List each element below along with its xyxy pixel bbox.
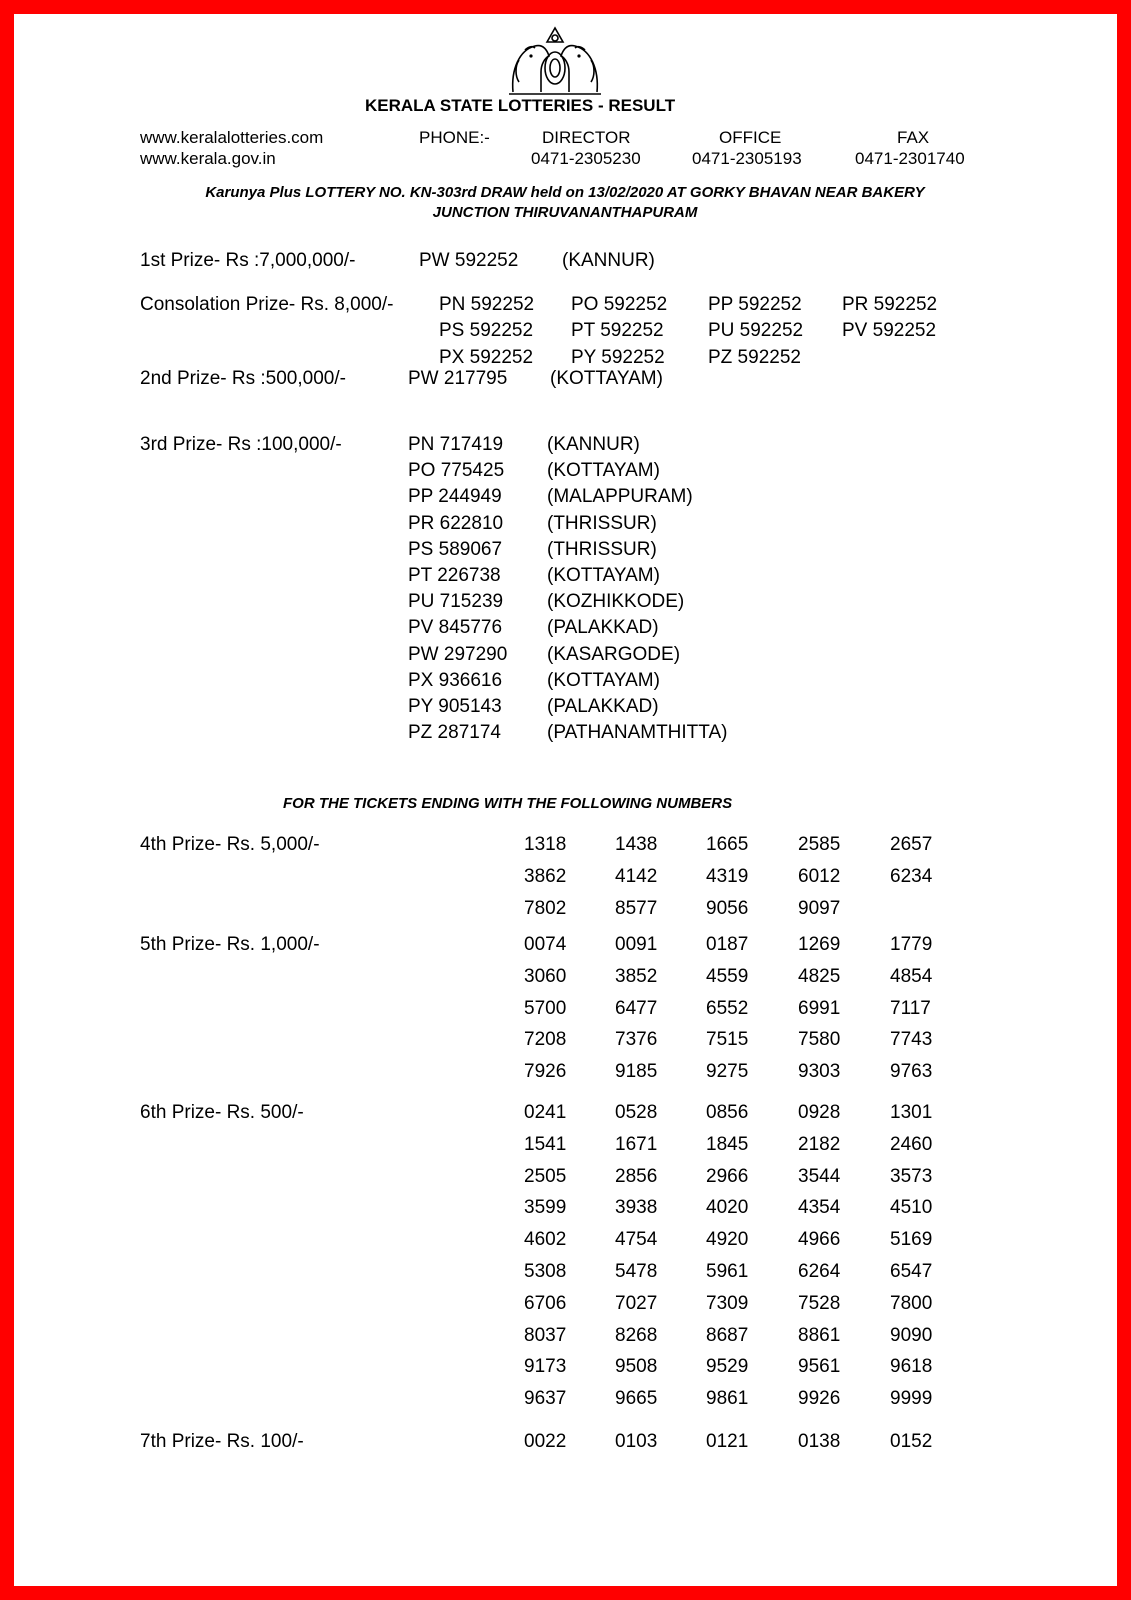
sixth-prize-number: 9665 xyxy=(615,1388,658,1410)
consolation-ticket: PZ 592252 xyxy=(708,347,801,368)
fourth-prize-number: 9097 xyxy=(798,897,841,919)
fourth-prize-number: 9056 xyxy=(706,897,749,919)
consolation-prize-label: Consolation Prize- Rs. 8,000/- xyxy=(140,294,394,315)
consolation-ticket: PR 592252 xyxy=(842,294,938,315)
third-prize-ticket: PN 717419 xyxy=(408,434,504,455)
third-prize-place: (PALAKKAD) xyxy=(547,617,659,639)
fourth-prize-number: 7802 xyxy=(524,897,567,919)
fifth-prize-number: 7743 xyxy=(890,1029,933,1051)
third-prize-place: (PALAKKAD) xyxy=(547,696,659,717)
office-label: OFFICE xyxy=(719,128,782,147)
sixth-prize-number: 9090 xyxy=(890,1324,933,1346)
sixth-prize-number: 0528 xyxy=(615,1102,658,1123)
ending-numbers-heading: FOR THE TICKETS ENDING WITH THE FOLLOWING NUMBERS xyxy=(283,795,733,812)
third-prize-place: (KOTTAYAM) xyxy=(547,669,660,691)
third-prize-ticket: PX 936616 xyxy=(408,669,503,691)
sixth-prize-number: 6547 xyxy=(890,1261,933,1282)
sixth-prize-number: 7309 xyxy=(706,1292,749,1314)
sixth-prize-number: 1845 xyxy=(706,1133,749,1155)
fifth-prize-number: 6991 xyxy=(798,997,841,1019)
consolation-ticket: PO 592252 xyxy=(571,294,668,315)
fourth-prize-number: 1665 xyxy=(706,834,749,855)
fifth-prize-number: 0187 xyxy=(706,934,749,955)
consolation-ticket: PN 592252 xyxy=(439,294,535,315)
fourth-prize-number: 4319 xyxy=(706,865,749,887)
sixth-prize-number: 5169 xyxy=(890,1229,933,1251)
fifth-prize-number: 0074 xyxy=(524,934,567,955)
sixth-prize-number: 9999 xyxy=(890,1388,933,1410)
third-prize-ticket: PR 622810 xyxy=(408,512,504,534)
third-prize-place: (THRISSUR) xyxy=(547,538,657,560)
seventh-prize-number: 0103 xyxy=(615,1431,658,1452)
fifth-prize-number: 9185 xyxy=(615,1061,658,1083)
seventh-prize-number: 0152 xyxy=(890,1431,933,1452)
sixth-prize-number: 9529 xyxy=(706,1356,749,1378)
sixth-prize-number: 9618 xyxy=(890,1356,933,1378)
sixth-prize-number: 1301 xyxy=(890,1102,933,1123)
website-link-kerala-gov[interactable]: www.kerala.gov.in xyxy=(140,149,276,168)
fifth-prize-number: 0091 xyxy=(615,934,658,955)
fifth-prize-number: 7580 xyxy=(798,1029,841,1051)
sixth-prize-number: 2856 xyxy=(615,1165,658,1187)
fifth-prize-number: 7515 xyxy=(706,1029,749,1051)
third-prize-place: (THRISSUR) xyxy=(547,512,657,534)
sixth-prize-number: 3544 xyxy=(798,1165,841,1187)
draw-info-line-1: Karunya Plus LOTTERY NO. KN-303rd DRAW held on 13/02/2020 AT GORKY BHAVAN NEAR BAKERY xyxy=(205,184,925,201)
third-prize-ticket: PT 226738 xyxy=(408,565,501,586)
third-prize-ticket: PU 715239 xyxy=(408,591,504,613)
sixth-prize-number: 7528 xyxy=(798,1292,841,1314)
fifth-prize-number: 3060 xyxy=(524,965,567,987)
sixth-prize-number: 2182 xyxy=(798,1133,841,1155)
consolation-ticket: PX 592252 xyxy=(439,347,534,368)
consolation-ticket: PT 592252 xyxy=(571,320,664,341)
sixth-prize-number: 2460 xyxy=(890,1133,933,1155)
fifth-prize-number: 7926 xyxy=(524,1061,567,1083)
page-title: KERALA STATE LOTTERIES - RESULT xyxy=(365,96,676,115)
office-phone: 0471-2305193 xyxy=(692,149,802,168)
fifth-prize-label: 5th Prize- Rs. 1,000/- xyxy=(140,934,320,955)
fifth-prize-number: 5700 xyxy=(524,997,567,1019)
sixth-prize-number: 4020 xyxy=(706,1197,749,1219)
sixth-prize-number: 0856 xyxy=(706,1102,749,1123)
first-prize-label: 1st Prize- Rs :7,000,000/- xyxy=(140,250,356,271)
fourth-prize-number: 6234 xyxy=(890,865,933,887)
third-prize-place: (KANNUR) xyxy=(547,434,640,455)
draw-info-line-2: JUNCTION THIRUVANANTHAPURAM xyxy=(432,204,698,221)
second-prize-place: (KOTTAYAM) xyxy=(550,368,663,389)
director-label: DIRECTOR xyxy=(542,128,631,147)
seventh-prize-label: 7th Prize- Rs. 100/- xyxy=(140,1431,304,1452)
second-prize-label: 2nd Prize- Rs :500,000/- xyxy=(140,368,346,389)
phone-label: PHONE:- xyxy=(419,128,490,147)
third-prize-ticket: PS 589067 xyxy=(408,538,503,560)
first-prize-place: (KANNUR) xyxy=(562,250,655,271)
kerala-emblem-icon xyxy=(505,20,605,100)
sixth-prize-number: 9561 xyxy=(798,1356,841,1378)
fifth-prize-number: 1269 xyxy=(798,934,841,955)
sixth-prize-number: 4754 xyxy=(615,1229,658,1251)
first-prize-ticket: PW 592252 xyxy=(419,250,519,271)
sixth-prize-number: 9173 xyxy=(524,1356,567,1378)
fifth-prize-number: 7117 xyxy=(890,997,931,1019)
sixth-prize-number: 8861 xyxy=(798,1324,841,1346)
consolation-ticket: PV 592252 xyxy=(842,320,937,341)
fifth-prize-number: 4854 xyxy=(890,965,933,987)
sixth-prize-label: 6th Prize- Rs. 500/- xyxy=(140,1102,304,1123)
seventh-prize-number: 0022 xyxy=(524,1431,567,1452)
fourth-prize-label: 4th Prize- Rs. 5,000/- xyxy=(140,834,320,855)
third-prize-ticket: PZ 287174 xyxy=(408,722,501,744)
fifth-prize-number: 4825 xyxy=(798,965,841,987)
fifth-prize-number: 9763 xyxy=(890,1061,933,1083)
fourth-prize-number: 1438 xyxy=(615,834,658,855)
third-prize-place: (MALAPPURAM) xyxy=(547,486,693,508)
fax-phone: 0471-2301740 xyxy=(855,149,965,168)
sixth-prize-number: 9926 xyxy=(798,1388,841,1410)
sixth-prize-number: 8687 xyxy=(706,1324,749,1346)
sixth-prize-number: 4510 xyxy=(890,1197,933,1219)
fourth-prize-number: 4142 xyxy=(615,865,658,887)
third-prize-ticket: PO 775425 xyxy=(408,460,505,482)
third-prize-place: (KOZHIKKODE) xyxy=(547,591,685,613)
sixth-prize-number: 4354 xyxy=(798,1197,841,1219)
sixth-prize-number: 9861 xyxy=(706,1388,749,1410)
sixth-prize-number: 2966 xyxy=(706,1165,749,1187)
sixth-prize-number: 3938 xyxy=(615,1197,658,1219)
fifth-prize-number: 7376 xyxy=(615,1029,658,1051)
third-prize-place: (KASARGODE) xyxy=(547,643,681,665)
director-phone: 0471-2305230 xyxy=(531,149,641,168)
third-prize-ticket: PW 297290 xyxy=(408,643,508,665)
sixth-prize-number: 5308 xyxy=(524,1261,567,1282)
third-prize-ticket: PV 845776 xyxy=(408,617,503,639)
sixth-prize-number: 1671 xyxy=(615,1133,658,1155)
fifth-prize-number: 6477 xyxy=(615,997,658,1019)
third-prize-ticket: PP 244949 xyxy=(408,486,502,508)
sixth-prize-number: 9637 xyxy=(524,1388,567,1410)
fourth-prize-number: 1318 xyxy=(524,834,567,855)
sixth-prize-number: 8268 xyxy=(615,1324,658,1346)
third-prize-ticket: PY 905143 xyxy=(408,696,502,717)
sixth-prize-number: 7027 xyxy=(615,1292,658,1314)
sixth-prize-number: 6706 xyxy=(524,1292,567,1314)
sixth-prize-number: 6264 xyxy=(798,1261,841,1282)
sixth-prize-number: 7800 xyxy=(890,1292,933,1314)
sixth-prize-number: 2505 xyxy=(524,1165,567,1187)
third-prize-place: (KOTTAYAM) xyxy=(547,460,660,482)
fourth-prize-number: 6012 xyxy=(798,865,841,887)
second-prize-ticket: PW 217795 xyxy=(408,368,508,389)
sixth-prize-number: 3573 xyxy=(890,1165,933,1187)
sixth-prize-number: 0241 xyxy=(524,1102,567,1123)
consolation-ticket: PU 592252 xyxy=(708,320,804,341)
fax-label: FAX xyxy=(897,128,930,147)
fourth-prize-number: 8577 xyxy=(615,897,658,919)
sixth-prize-number: 5961 xyxy=(706,1261,749,1282)
fourth-prize-number: 2585 xyxy=(798,834,841,855)
seventh-prize-number: 0121 xyxy=(706,1431,749,1452)
sixth-prize-number: 9508 xyxy=(615,1356,658,1378)
fifth-prize-number: 9303 xyxy=(798,1061,841,1083)
website-link-keralalotteries[interactable]: www.keralalotteries.com xyxy=(140,128,324,147)
fourth-prize-number: 3862 xyxy=(524,865,567,887)
sixth-prize-number: 4966 xyxy=(798,1229,841,1251)
fifth-prize-number: 7208 xyxy=(524,1029,567,1051)
consolation-ticket: PP 592252 xyxy=(708,294,802,315)
seventh-prize-number: 0138 xyxy=(798,1431,841,1452)
fifth-prize-number: 9275 xyxy=(706,1061,749,1083)
sixth-prize-number: 3599 xyxy=(524,1197,567,1219)
sixth-prize-number: 0928 xyxy=(798,1102,841,1123)
fifth-prize-number: 6552 xyxy=(706,997,749,1019)
fifth-prize-number: 4559 xyxy=(706,965,749,987)
sixth-prize-number: 4602 xyxy=(524,1229,567,1251)
sixth-prize-number: 5478 xyxy=(615,1261,658,1282)
fifth-prize-number: 3852 xyxy=(615,965,658,987)
sixth-prize-number: 4920 xyxy=(706,1229,749,1251)
third-prize-label: 3rd Prize- Rs :100,000/- xyxy=(140,434,342,455)
sixth-prize-number: 1541 xyxy=(524,1133,567,1155)
consolation-ticket: PS 592252 xyxy=(439,320,534,341)
consolation-ticket: PY 592252 xyxy=(571,347,665,368)
fifth-prize-number: 1779 xyxy=(890,934,933,955)
fourth-prize-number: 2657 xyxy=(890,834,933,855)
sixth-prize-number: 8037 xyxy=(524,1324,567,1346)
third-prize-place: (PATHANAMTHITTA) xyxy=(547,722,728,744)
third-prize-place: (KOTTAYAM) xyxy=(547,565,660,586)
